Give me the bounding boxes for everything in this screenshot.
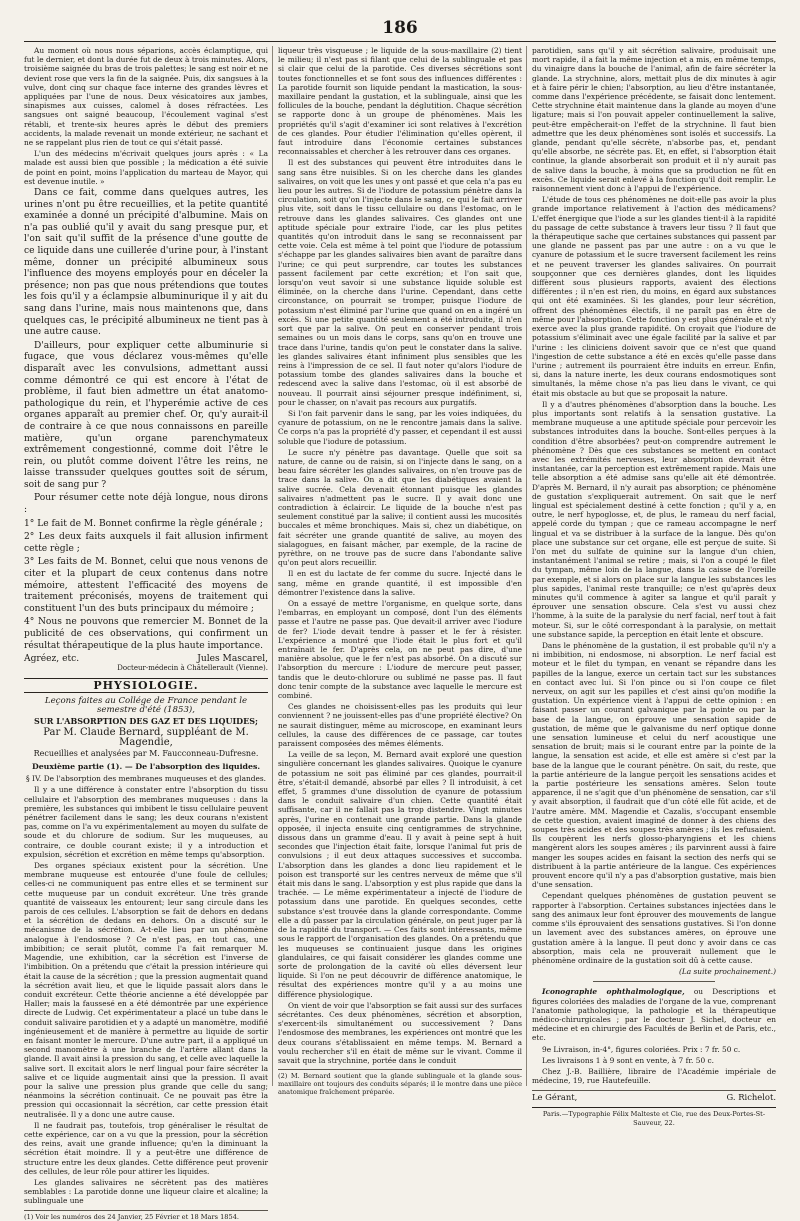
paragraph: Le sucre n'y pénètre pas davantage. Quelle que soit sa nature, de canne ou de raisin, si on l'injecte dans le sang, on a beau faire sécréter les glandes salivaires, on n'en trouve pas de trace dans la salive. On a dit que les diabétiques avaient la salive sucrée. Cela devenait étonnant puisque les glandes salivaires n'admettent pas le sucre. Il y avait donc une contradiction à éclaircir. Le liquide de la bouche n'est pas seulement constitué par la salive; il contient aussi les mucosités buccales et même bronchiques. Mais si, chez un diabétique, on fait sécréter une grande quantité de salive, au moyen des sialagogues, en faisant mâcher, par exemple, de la racine de pyrèthre, on ne trouve pas de sucre dans l'abondante salive qu'on peut alors recueillir.	[278, 447, 522, 568]
columns	[24, 46, 777, 1221]
column-1	[24, 46, 269, 1221]
paragraph: D'ailleurs, pour expliquer cette albuminurie si fugace, que vous déclarez vous-mêmes qu'elle disparaît avec les convulsions, admettant aussi comme démontré ce qui est encore à l'état de problème, il faut bien admettre un état anatomo-pathologique du rein, et l'hyperémie active de ces organes apparaît au premier chef. Or, qu'y aurait-il de contraire à ce que nous connaissons en pareille matière, qu'un organe parenchymateux extrêmement congestionné, comme doit l'être le rein, ou plutôt comme doivent l'être les reins, ne laisse transsuder quelques gouttes soit de sérum, soit de sang pur ?	[24, 340, 268, 490]
book-notice-line: Chez J.-B. Baillière, libraire de l'Académie impériale de médecine, 19, rue Hautefeuille.	[532, 1066, 776, 1086]
paragraph: Des organes spéciaux existent pour la sécrétion. Une membrane muqueuse est entourée d'une foule de cellules; celles-ci ne communiquent pas entre elles et se terminent sur cette muqueuse par un conduit excréteur. Une très grande quantité de vaisseaux les entourent; leur sang circule dans les parois de ces cellules. L'absorption se fait de dehors en dedans et la sécrétion de dedans en dehors. On a discuté sur le mécanisme de la sécrétion. A-t-elle lieu par un phénomène analogue à l'endosmose ? Ce n'est pas, en tout cas, une imbibition; ce serait plutôt, comme l'a fait remarquer M. Magendie, une exhibition, car la sécrétion est l'inverse de l'imbibition. On a prétendu que c'était la pression intérieure qui était la cause de la sécrétion ; que la pression augmentait quand la sécrétion avait lieu, et que le liquide passait alors dans le conduit excréteur. Cette théorie ancienne a été développée par Haller; mais la faussesé en a été démontrée par une expérience directe de Ludwig. Cet expérimentateur a placé un tube dans le conduit salivaire parotidien et y a adapté un manomètre, modifié ingénieusement et de manière à permettre au liquide de sortir en faisant monter le mercure. D'une autre part, il a appliqué un second manomètre à une branche de l'artère allant dans la glande. Il avait ainsi la pression du sang, et celle avec laquelle la salive sort. Il excitait alors le nerf lingual pour faire sécréter la salive et ce liquide augmentait ainsi que la pression. Il avait pour la salive une pression plus grande que celle du sang; néanmoins la sécrétion continuait. Ce ne pouvait pas être la pression qui occasionnait la sécrétion, car cette pression était neutralisée. Il y a donc une autre cause.	[24, 861, 268, 1119]
printer-imprint: Paris.—Typographie Félix Malteste et Cie, rue des Deux-Portes-St-Sauveur, 22.	[532, 1107, 776, 1128]
paragraph: L'étude de tous ces phénomènes ne doit-elle pas avoir la plus grande importance relativement à l'action des médicamens? L'effet énergique que l'iode a sur les glandes tient-il à la rapidité du passage de cette substance à travers leur tissu ? Il faut que la thérapeutique sache que certaines substances qui passent par une glande ne passent pas par une autre : on a vu que le cyanure de potassium et le sucre traversent facilement les reins et ne peuvent traverser les glandes salivaires. On pourrait soupçonner que ces dernières glandes, dont les liquides diffèrent sous plusieurs rapports, avaient des élections différentes ; il n'en est rien, du moins, en égard aux substances qui ont été examinées. Si les glandes, pour leur sécrétion, offrent des phénomènes électifs, il ne paraît pas en être de même pour l'absorption. Cette fonction y est plus générale et n'y exerce avec la plus grande rapidité. On croyait que l'iodure de potassium s'éliminait avec une égale facilité par la salive et par l'urine : les cliniciens doivent savoir que ce n'est que quand l'ingestion de cette substance a été en excès qu'elle passe dans l'urine ; autrement ils pourraient être induits en erreur. Enfin, si, dans la nature inerte, les deux courans endosmotiques sont simultanés, la même chose n'a pas lieu dans le vivant, ce qui était mis obstacle au but que se proposait la nature.	[532, 195, 776, 398]
book-notice-line: 9e Livraison, in-4°, figures coloriées. Prix : 7 fr. 50 c.	[542, 1044, 741, 1054]
gerant-line	[532, 1090, 776, 1102]
intro-paragraph: L'un des médecins m'écrivait quelques jours après : « La malade est aussi bien que possible ; la médication a été suivie de point en point, moins l'application du marteau de Mayor, qui est devenue inutile. »	[24, 149, 268, 186]
paragraph: Dans ce fait, comme dans quelques autres, les urines n'ont pu être recueillies, et la petite quantité examinée a donné un précipité d'albumine. Mais on n'a pas oublié qu'il y avait du sang presque pur, et l'on sait qu'il suffit de la présence d'une goutte de ce liquide dans une cuillerée d'urine pour, à l'instant même, donner un précipité albumineux sous l'influence des moyens employés pour en déceler la présence; non pas que nous prétendions que toutes les fois qu'il y a éclampsie albuminurique il y ait du sang dans l'urine, mais nous maintenons que, dans quelques cas, le précipité albumineux ne tient pas à une autre cause.	[24, 188, 268, 338]
part-title: Deuxième partie (1). — De l'absorption des liquides.	[31, 762, 261, 772]
book-notice-line: Les livraisons 1 à 9 sont en vente, à 7 fr. 50 c.	[542, 1055, 714, 1065]
list-item: 3° Les faits de M. Bonnet, celui que nous venons de citer et la plupart de ceux contenus dans notre mémoire, attestent l'efficacité des moyens de traitement préconisés, moyens de traitement qui constituent l'un des buts principaux du mémoire ;	[24, 557, 268, 614]
footnote: (1) Voir les numéros des 24 Janvier, 25 Février et 18 Mars 1854.	[24, 1210, 268, 1221]
lecture-line: Leçons faites au Collége de France pendant le semestre d'été (1853),	[44, 695, 248, 716]
paragraph: Il en est du lactate de fer comme du sucre. Injecté dans le sang, même en grande quantité, il est impossible d'en démontrer l'existence dans la salive.	[278, 569, 522, 597]
paragraph: Il ne faudrait pas, toutefois, trop généraliser le résultat de cette expérience, car on a vu que la pression, pour la sécrétion des reins, avait une grande influence; qu'en la diminuant la sécrétion était moindre. Il y a peut-être une différence de structure entre les deux glandes. Cette différence peut provenir des cellules, de leur rôle pour attirer les liquides.	[24, 1120, 268, 1176]
paragraph: Si l'on fait parvenir dans le sang, par les voies indiquées, du cyanure de potassium, on ne le rencontre jamais dans la salive. Ce corps n'a pas la propriété d'y passer, et cependant il est aussi soluble que l'iodure de potassium.	[278, 408, 522, 446]
book-notice	[532, 987, 776, 1042]
column-3	[532, 46, 777, 1127]
book-title: Iconographie ophthalmologique,	[542, 987, 685, 997]
gerant-label: Le Gérant,	[532, 1092, 578, 1103]
book-description: ou Descriptions et figures coloriées des maladies de l'organe de la vue, comprenant l'anatomie pathologique, la pathologie et la thérapeutique médico-chirurgicales ; par le docteur J. Sichel, docteur en médecine et en chirurgie des Facultés de Berlin et de Paris, etc., etc.	[532, 987, 777, 1043]
paragraph: Ces glandes ne choisissent-elles pas les produits qui leur conviennent ? ne jouissent-elles pas d'une propriété élective? On ne saurait distinguer, même au microscope, en examinant leurs cellules, la cause des différences de ce passage, car toutes paraissent composées des mêmes éléments.	[278, 702, 522, 749]
list-item: 4° Nous ne pouvons que remercier M. Bonnet de la publicité de ces observations, qui confirment un résultat thérapeutique de la plus haute importance.	[24, 617, 268, 651]
list-item: 2° Les deux faits auxquels il fait allusion infirment cette règle ;	[24, 532, 268, 554]
paragraph: parotidien, sans qu'il y ait sécrétion salivaire, produisait une mort rapide, il a fait la même injection et a mis, en même temps, du vinaigre dans la bouche de l'animal, afin de faire sécréter la glande. La strychnine, alors, mettait plus de dix minutes à agir et à faire périr le chien; l'absorption, au lieu d'être instantanée, comme dans l'expérience précédente, se faisait donc lentement. Cette strychnine était maintenue dans la glande au moyen d'une ligature; mais si l'on pouvait appeler continuellement la salive, peut-être empêcherait-on l'effet de la strychnine. Il faut bien admettre que les deux phénomènes sont isolés et successifs. La glande, pendant qu'elle sécrète, n'absorbe pas, et, pendant qu'elle absorbe, ne sécrète pas. Et, en effet, si l'absorption était continue, la glande absorberait son produit et il n'y aurait pas de salive dans la bouche, à moins que sa production ne fût en excès. Ce liquide serait enlevé à la fonction qu'il doit remplir. Le raisonnement vient donc à l'appui de l'expérience.	[532, 46, 776, 194]
paragraph: Cependant quelques phénomènes de gustation peuvent se rapporter à l'absorption. Certaines substances injectées dans le sang des animaux leur font éprouver des mouvements de langue comme s'ils éprouvaient des sensations gustatives. Si l'on donne un lavement avec des substances amères, on éprouve une gustation amère à la langue. Il peut donc y avoir dans ce cas absorption, mais cela ne prouverait nullement que le phénomène ordinaire de la gustation soit dû à cette cause.	[532, 891, 776, 965]
paragraph: La veille de sa leçon, M. Bernard avait exploré une question singulière concernant les glandes salivaires. Quoique le cyanure de potassium ne soit pas éliminé par ces glandes, pourrait-il être, s'était-il demandé, absorbé par elles ? Il introduisit, à cet effet, 5 grammes d'une dissolution de cyanure de potassium dans le conduit salivaire d'un chien. Cette quantité était suffisante, car il ne fallait pas la trop distendre. Vingt minutes après, l'urine en contenait une grande partie. Dans la glande opposée, il injecta ensuite cinq centigrammes de strychnine, dissous dans un gramme d'eau. Il y avait à peine sept à huit secondes que l'injection était faite, lorsque l'animal fut pris de convulsions ; il eut deux attaques successives et succomba. L'absorption dans les glandes a donc lieu rapidement et le poison est transporté sur les centres nerveux de même que s'il était mis dans le sang. L'absorption y est plus rapide que dans la trachée. — Le même expérimentateur a injecté de l'iodure de potassium dans une parotide. En quelques secondes, cette substance s'est trouvée dans la glande correspondante. Comme elle a dû passer par la circulation générale, on peut juger par là de la rapidité du transport. — Ces faits sont intéressants, même sous le rapport de l'organisation des glandes. On a prétendu que les muqueuses se continuaient jusque dans les origines glandulaires, ce qui faisait considérer les glandes comme une sorte de prolongation de la cavité où elles déversent leur liquide. Si l'on ne peut découvrir de différence anatomique, le résultat des expériences montre qu'il y a au moins une différence physiologique.	[278, 750, 522, 999]
lecture-title: SUR L'ABSORPTION DES GAZ ET DES LIQUIDES;	[34, 716, 258, 727]
signature-title: Docteur-médecin à Châtellerault (Vienne).	[117, 664, 268, 673]
column-divider	[526, 46, 527, 1086]
paragraph: On a essayé de mettre l'organisme, en quelque sorte, dans l'embarras, en employant un composé, dont l'un des éléments passe et l'autre ne passe pas. Que devait-il arriver avec l'iodure de fer? L'iode devait tendre à passer et le fer à résister. L'expérience a montré que l'iode était le plus fort et qu'il entraînait le fer. D'après cela, on ne peut pas dire, d'une manière absolue, que le fer n'est pas absorbé. On a discuté sur l'absorption du mercure : L'iodure de mercure peut passer, tandis que le deuto-chlorure ou sublimé ne passe pas. Il faut donc tenir compte de la substance avec laquelle le mercure est combiné.	[278, 598, 522, 701]
paragraph: Les glandes salivaires ne sécrètent pas des matières semblables : La parotide donne une liqueur claire et alcaline; la sublinguale une	[24, 1177, 268, 1206]
section-title: PHYSIOLOGIE.	[24, 678, 268, 693]
paragraph: liqueur très visqueuse ; le liquide de la sous-maxillaire (2) tient le milieu; il n'est pas si filant que celui de la sublinguale et pas si clair que celui de la parotide. Ces diverses sécrétions sont toutes fonctionnelles et se font sous des influences différentes : La parotide fournit son liquide pendant la mastication, la sous-maxillaire pendant la gustation, et la sublinguale, ainsi que les follicules de la bouche, pendant la déglutition. Chaque sécrétion se rapporte donc à un groupe de phénomènes. Mais les propriétés qu'il s'agit d'examiner ici sont relatives à l'excrétion de ces glandes. Pour étudier l'élimination qu'elles opèrent, il faut introduire dans l'économie certaines substances reconnaissables et chercher à les retrouver dans ces organes.	[278, 46, 522, 157]
column-2	[278, 46, 522, 1097]
paragraph: On vient de voir que l'absorption se fait aussi sur des surfaces sécrétantes. Ces deux phénomènes, sécrétion et absorption, s'exercent-ils simultanément ou successivement ? Dans l'endosmose des membranes, les expériences ont montré que les deux courans s'établissaient en même temps. M. Bernard a voulu rechercher s'il en était de même sur le vivant. Comme il savait que la strychnine, portée dans le conduit	[278, 1000, 522, 1065]
paragraph: Il y a une différence à constater entre l'absorption du tissu cellulaire et l'absorption des membranes muqueuses : dans la première, les substances qui imbibent le tissu cellulaire peuvent pénétrer facilement dans le sang; les deux courans n'existent pas, comme on l'a vu expérimentalement au moyen du sulfate de soude et du chlorure de sodium. Sur les muqueuses, au contraire, ce double courant existe; il y a introduction et expulsion, sécrétion et excrétion en même temps qu'absorption.	[24, 785, 268, 859]
gerant-name: G. Richelot.	[726, 1092, 776, 1103]
signature: Jules Mascarel,	[197, 654, 268, 665]
page-number: 186	[382, 18, 418, 38]
closing: Agréez, etc.	[24, 654, 80, 665]
byline: Par M. Claude Bernard, suppléant de M. Magendie,	[43, 727, 249, 748]
column-divider	[272, 46, 273, 1086]
paragraph: Il est des substances qui peuvent être introduites dans le sang sans être nuisibles. Si on les cherche dans les glandes salivaires, on voit que les unes y ont passé et que cela n'a pas eu lieu pour les autres. Si de l'iodure de potassium pénètre dans la circulation, soit qu'on l'injecte dans le sang, ce qui le fait arriver plus vite, soit dans le tissu cellulaire ou dans l'estomac, on le retrouve dans les glandes salivaires. Ces glandes ont une aptitude spéciale pour extraire l'iode, car les plus petites quantités qu'on introduit dans le sang se reconnaissent par cette voie. Cela est même à tel point que l'iodure de potassium s'échappe par les glandes salivaires bien avant de paraître dans l'urine; ce qui peut surprendre, car toutes les substances passent facilement par cette excrétion; et l'on sait que, lorsqu'on veut savoir si une substance liquide soluble est éliminée, on la cherche dans l'urine. Cependant, dans cette circonstance, on pourrait se tromper, puisque l'iodure de potassium n'est éliminé par l'urine que quand on en a ingéré un excès. Si une petite quantité seulement a été introduite, il n'en sort que par la salive. On peut en conserver pendant trois semaines ou un mois dans le corps, sans qu'on en trouve une trace dans l'urine, tandis qu'on peut le constater dans la salive. les glandes salivaires étant infiniment plus sensibles que les reins à l'impression de ce sel. Il faut noter qu'alors l'iodure de potassium tombe des glandes salivaires dans la bouche et redescend avec la salive dans l'estomac, où il est absorbé de nouveau. Il pourrait ainsi séjourner presque indéfiniment, si, pour le chasser, on n'avait pas recours aux purgatifs.	[278, 158, 522, 407]
paragraph: Pour résumer cette note déjà longue, nous dirons :	[24, 493, 268, 516]
divider	[593, 981, 715, 982]
recorder-line: Recueillies et analysées par M. Faucconneau-Dufresne.	[33, 748, 259, 758]
continued-note: (La suite prochainement.)	[678, 967, 776, 977]
top-rule	[24, 41, 776, 42]
subsection-title: § IV. De l'absorption des membranes muqueuses et des glandes.	[25, 774, 267, 784]
paragraph: Il y a d'autres phénomènes d'absorption dans la bouche. Les plus importants sont relatifs à la sensation gustative. La membrane muqueuse a une aptitude spéciale pour percevoir les substances introduites dans la bouche. Sont-elles perçues à la condition d'être absorbées? peut-on comprendre autrement le phénomène ? Dès que ces substances se mettent en contact avec les extrémités nerveuses, leur absorption devrait être instantanée, car la perception est extrêmement rapide. Mais une telle absorption a été admise sans qu'elle ait été démontrée. D'après M. Bernard, il n'y aurait pas absorption; ce phénomène de gustation s'expliquerait autrement. On sait que le nerf lingual est spécialement destiné à cette fonction ; qu'il y a, en outre, le nerf hypoglosse, et, de plus, le rameau du nerf facial, appelé corde du tympan ; que ce rameau accompagne le nerf lingual et va se distribuer à la surface de la langue. Dès qu'on place une substance sur cet organe, elle est perçue de suite. Si l'on met du sulfate de quinine sur la langue d'un chien, instantanément l'animal se retire ; mais, si l'on a coupé le filet du tympan, même loin de la langue, dans la caisse de l'oreille par exemple, et si alors on place sur la langue les substances les plus sapides, l'animal reste tranquille; ce n'est qu'après deux minutes qu'il commence à agiter sa langue et qu'il paraît y éprouver une sensation obscure. Cela s'est vu aussi chez l'homme, à la suite de la paralysie du nerf facial, nerf tout à fait moteur. Si, sur le côté correspondant à la paralysie, on mettait une substance sapide, la perception en était lente et obscure.	[532, 399, 776, 639]
footnote: (2) M. Bernard soutient que la glande sublinguale et la glande sous-maxillaire ont toujours des conduits séparés; il le montre dans une pièce anatomique fraîchement préparée.	[278, 1069, 522, 1096]
list-item: 1° Le fait de M. Bonnet confirme la règle générale ;	[24, 518, 263, 529]
paragraph: Dans le phénomène de la gustation, il est probable qu'il n'y a ni imbibition, ni endosmose, ni absorption. Le nerf facial est moteur et le filet du tympan, en venant se répandre dans les papilles de la langue, exerce un certain tact sur les substances en contact avec lui. Si l'on pince ou si l'on coupe ce filet nerveux, on agit sur les papilles et c'est ainsi qu'on modifie la gustation. Un expérience vient à l'appui de cette opinion : en faisant passer un courant galvanique par la pointe ou par la base de la langue, on éprouve une sensation sapide de gustation, de même que le galvanisme du nerf optique donne une sensation lumineuse et celui du nerf acoustique une sensation de bruit; mais si le courant entre par la pointe de la langue, la sensation est acide, et elle est amère si c'est par la base de la langue que le courant pénètre. On sait, du reste, que la partie antérieure de la langue perçoit les sensations acides et la partie postérieure les sensations amères. Selon toute apparence, il ne s'agit que d'un phénomène de sensation, car s'il y avait absorption, il faudrait que d'un côté elle fût acide, et de l'autre amère. MM. Magendie et Cazalis, s'occupant ensemble de cette question, avaient imaginé de donner à des chiens des soupes très acides et des soupes très amères ; ils les refusaient. Ils coupèrent les nerfs glosso-pharyngiens et les chiens mangèrent alors les soupes amères ; ils parvinrent aussi à faire manger les soupes acides en faisant la section des nerfs qui se distribuent à la partie antérieure de la langue. Ces expériences prouvent encore qu'il n'y a pas d'absorption gustative, mais bien d'une sensation.	[532, 641, 776, 890]
intro-paragraph: Au moment où nous nous séparions, accès éclamptique, qui fut le dernier, et dont la durée fut de deux à trois minutes. Alors, troisième saignée du bras de trois palettes; le sang est noir et ne devient rose que vers la fin de la saignée. Puis, dix sangsues à la vulve, dont cinq sur chaque face interne des grandes lèvres et appliquées par l'une de nous. Deux vésicatoires aux jambes, sinapismes aux cuisses, calomel à doses réfractées. Les sangsues ont saigné beaucoup, l'écoulement vaginal s'est rétabli, et trente-six heures après le début des premiers accidents, la malade revenait un monde extérieur, ne sachant et ne se rappelant plus rien de tout ce qui s'était passé.	[24, 46, 269, 148]
